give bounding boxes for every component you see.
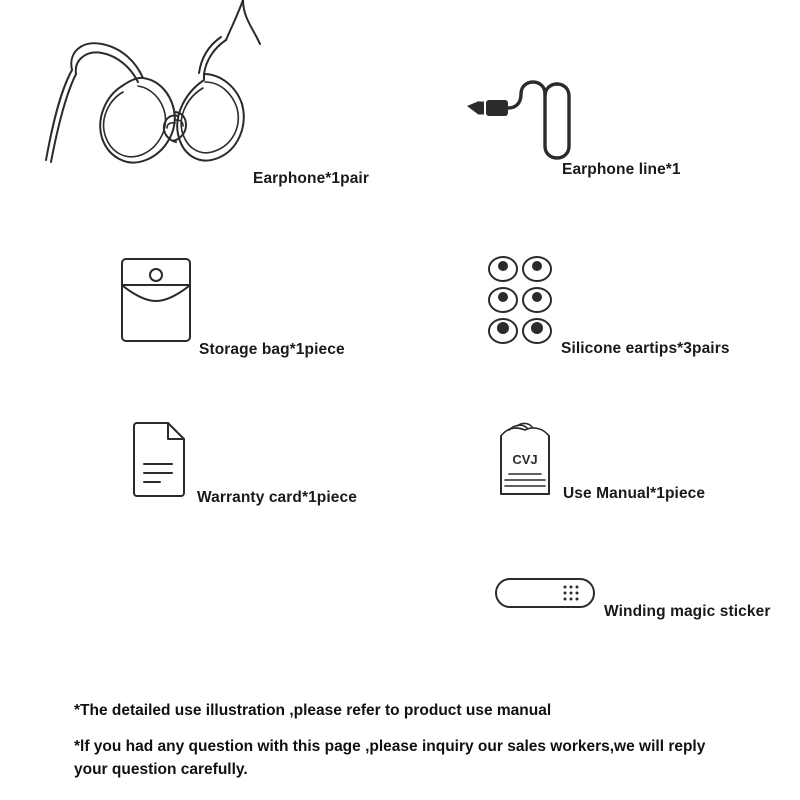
velcro-strap-icon: [493, 575, 597, 615]
item-label-earphone-line: Earphone line*1: [562, 161, 681, 178]
footnote-2: *lf you had any question with this page ,please inquiry our sales workers,we will reply your question carefully.: [74, 738, 706, 778]
item-label-silicone-eartips: Silicone eartips*3pairs: [561, 340, 730, 357]
item-label-use-manual: Use Manual*1piece: [563, 485, 706, 502]
earphone-pair-icon: [10, 0, 290, 200]
item-label-earphone-pair: Earphone*1pair: [253, 170, 369, 187]
item-label-storage-bag: Storage bag*1piece: [199, 341, 345, 358]
svg-text:CVJ: CVJ: [512, 452, 538, 467]
earphone-cable-icon: [465, 80, 575, 180]
item-label-winding-magic-sticker: Winding magic sticker: [604, 603, 771, 620]
eartips-icon: [485, 255, 565, 345]
footnote-1: *The detailed use illustration ,please refer to product use manual: [74, 702, 552, 719]
booklet-icon: [495, 418, 557, 500]
storage-bag-icon: [118, 255, 198, 350]
footnotes: [74, 700, 714, 781]
document-icon: [130, 420, 190, 502]
item-label-warranty-card: Warranty card*1piece: [197, 489, 357, 506]
